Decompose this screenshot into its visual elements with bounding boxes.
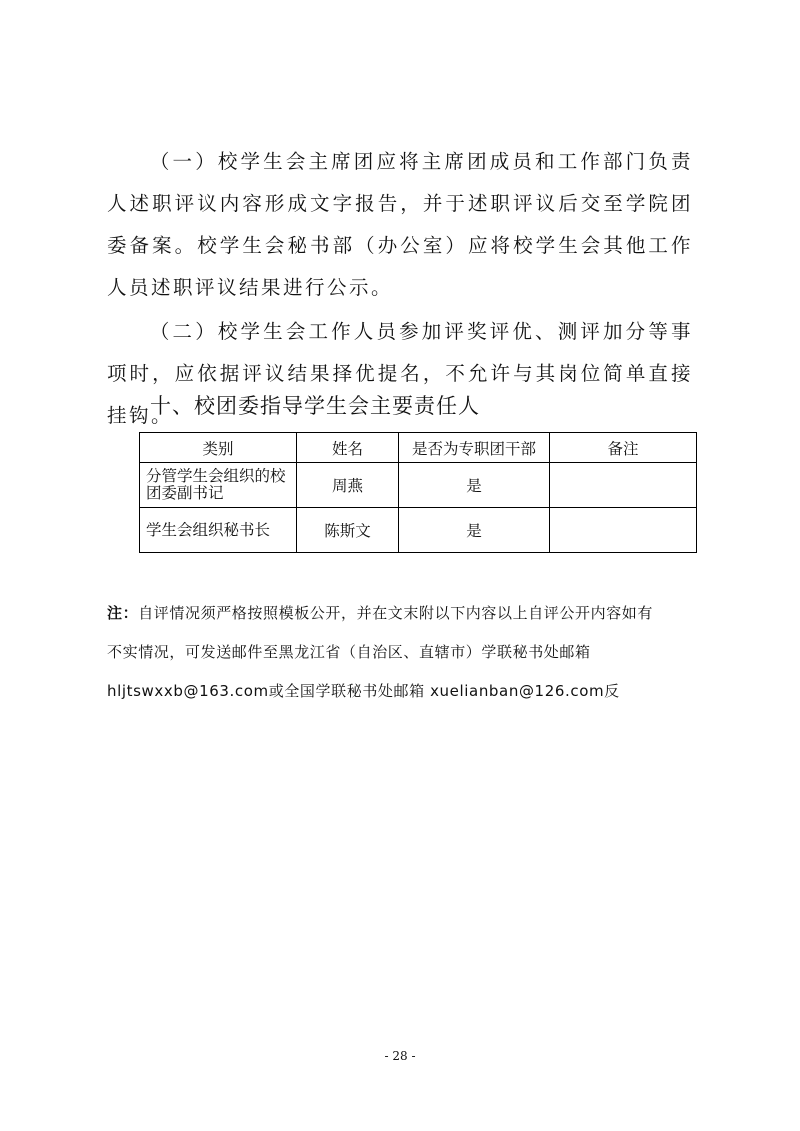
table-row <box>140 508 697 553</box>
cell-name: 陈斯文 <box>297 508 399 553</box>
header-category: 类别 <box>140 433 297 463</box>
cell-role: 分管学生会组织的校团委副书记 <box>140 463 297 508</box>
cell-role: 学生会组织秘书长 <box>140 508 297 553</box>
header-remarks: 备注 <box>550 433 697 463</box>
header-name: 姓名 <box>297 433 399 463</box>
note-line-2: 不实情况，可发送邮件至黑龙江省（自治区、直辖市）学联秘书处邮箱 <box>107 643 591 661</box>
paragraph-awards: （二）校学生会工作人员参加评奖评优、测评加分等事项时，应依据评议结果择优提名，不允许与其岗位简单直接挂钩。 <box>107 320 693 427</box>
cell-remarks <box>550 508 697 553</box>
header-full-time: 是否为专职团干部 <box>399 433 550 463</box>
cell-full-time: 是 <box>399 508 550 553</box>
cell-remarks <box>550 463 697 508</box>
table-header-row <box>140 433 697 463</box>
section-heading: 十、校团委指导学生会主要责任人 <box>150 394 480 418</box>
note-line-1 <box>107 602 653 623</box>
cell-name: 周燕 <box>297 463 399 508</box>
cell-full-time: 是 <box>399 463 550 508</box>
note-text: 自评情况须严格按照模板公开，并在文末附以下内容以上自评公开内容如有 <box>138 604 654 622</box>
paragraph-publicity: （一）校学生会主席团应将主席团成员和工作部门负责人述职评议内容形成文字报告，并于述职评议后交至学院团委备案。校学生会秘书部（办公室）应将校学生会其他工作人员述职评议结果进行公示。 <box>107 150 693 299</box>
page-number: - 28 - <box>384 1049 416 1063</box>
note-line-3: hljtswxxb@163.com或全国学联秘书处邮箱 xuelianban@126.com反 <box>107 682 620 700</box>
responsible-persons-table <box>139 432 697 553</box>
note-label: 注： <box>107 604 139 622</box>
table-row <box>140 463 697 508</box>
